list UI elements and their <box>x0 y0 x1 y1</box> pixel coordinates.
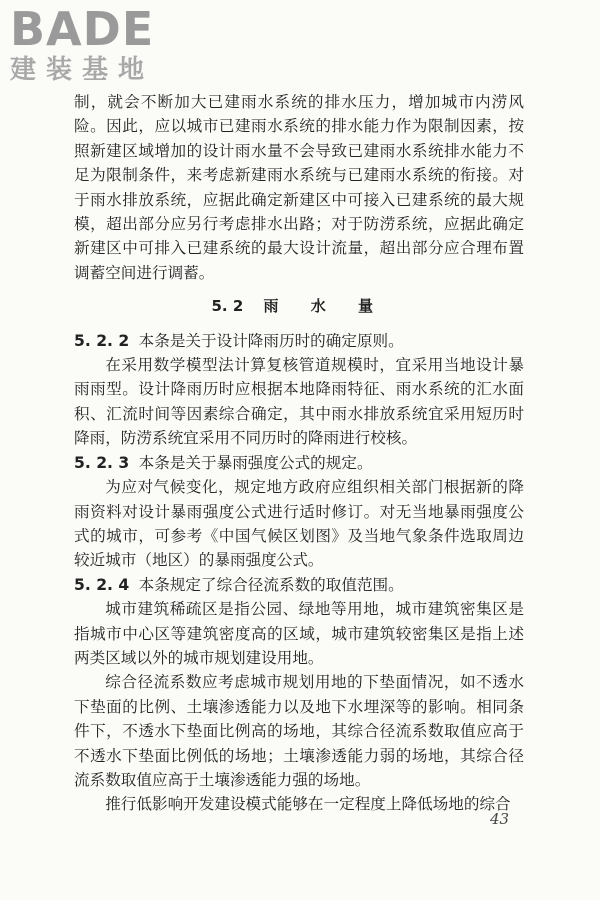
clause-paragraph: 城市建筑稀疏区是指公园、绿地等用地，城市建筑密集区是指城市中心区等建筑密度高的区域，城市建筑较密集区是指上述两类区域以外的城市规划建设用地。 <box>74 600 524 667</box>
clause-number: 5. 2. 3 <box>74 453 130 472</box>
continuation-paragraph: 制，就会不断加大已建雨水系统的排水压力，增加城市内涝风险。因此，应以城市已建雨水系统的排水能力作为限制因素，按照新建区域增加的设计雨水量不会导致已建雨水系统排水能力不足为限制条件，来考虑新建雨水系统与已建雨水系统的衔接。对于雨水排放系统，应据此确定新建区中可接入已建系统的最大规模，超出部分应另行考虑排水出路；对于防涝系统，应据此确定新建区中可排入已建系统的最大设计流量，超出部分应合理布置调蓄空间进行调蓄。 <box>74 93 524 282</box>
bade-logo <box>10 4 180 88</box>
clause-lead: 本条规定了综合径流系数的取值范围。 <box>138 575 404 594</box>
clause-heading <box>74 573 524 597</box>
clause-heading <box>74 451 524 475</box>
clause-lead: 本条是关于设计降雨历时的确定原则。 <box>138 331 404 350</box>
clause-paragraph: 在采用数学模型法计算复核管道规模时，宜采用当地设计暴雨雨型。设计降雨历时应根据本地降雨特征、雨水系统的汇水面积、汇流时间等因素综合确定，其中雨水排放系统宜采用短历时降雨，防涝系统宜采用不同历时的降雨进行校核。 <box>74 356 524 448</box>
clause-heading <box>74 329 524 353</box>
section-number: 5. 2 <box>211 297 244 316</box>
clause-lead: 本条是关于暴雨强度公式的规定。 <box>138 453 373 472</box>
section-title: 雨 水 量 <box>263 297 387 316</box>
clause-paragraph: 推行低影响开发建设模式能够在一定程度上降低场地的综合 <box>105 795 511 814</box>
clause-paragraph: 为应对气候变化，规定地方政府应组织相关部门根据新的降雨资料对设计暴雨强度公式进行适时修订。对无当地暴雨强度公式的城市，可参考《中国气候区划图》及当地气象条件选取周边较近城市（地区）的暴雨强度公式。 <box>74 478 524 570</box>
clause-number: 5. 2. 2 <box>74 331 130 350</box>
clause-paragraph: 综合径流系数应考虑城市规划用地的下垫面情况，如不透水下垫面的比例、土壤渗透能力以及地下水埋深等的影响。相同条件下，不透水下垫面比例高的场地，其综合径流系数取值应高于不透水下垫面比例低的场地；土壤渗透能力弱的场地，其综合径流系数取值应高于土壤渗透能力强的场地。 <box>74 673 524 789</box>
page-body <box>74 90 524 817</box>
logo-wordmark: BADE <box>10 2 155 56</box>
logo-subtitle: 建装基地 <box>10 55 155 85</box>
page-number: 43 <box>490 810 510 828</box>
section-heading <box>74 294 524 318</box>
clause-number: 5. 2. 4 <box>74 575 130 594</box>
